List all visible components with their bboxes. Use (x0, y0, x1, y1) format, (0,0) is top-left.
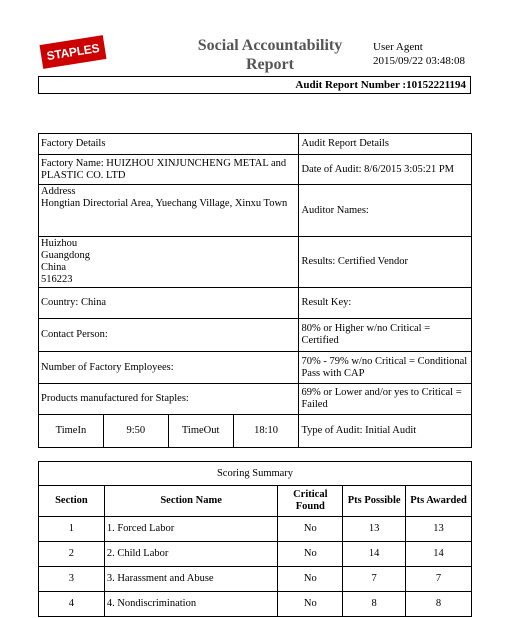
result-key: Result Key: (299, 288, 472, 319)
table-row (39, 462, 472, 486)
timestamp: 2015/09/22 03:48:08 (373, 55, 465, 67)
auditor-names: Auditor Names: (299, 185, 472, 237)
time-out-label: TimeOut (168, 415, 233, 448)
audit-report-details-heading: Audit Report Details (299, 134, 472, 155)
pts-possible: 14 (343, 542, 406, 567)
pts-awarded: 7 (406, 567, 472, 592)
table-row (39, 319, 472, 352)
table-row (39, 155, 472, 185)
logo-text: STAPLES (45, 40, 101, 64)
table-row (39, 567, 472, 592)
table-row (39, 592, 472, 617)
table-row (39, 185, 472, 237)
date-of-audit: Date of Audit: 8/6/2015 3:05:21 PM (299, 155, 472, 185)
country: Country: China (39, 288, 299, 319)
time-out-value: 18:10 (233, 415, 299, 448)
address-country: China (41, 262, 67, 273)
address-label: Address (41, 186, 76, 197)
details-table (38, 133, 472, 448)
audit-report-number: Audit Report Number :10152221194 (38, 76, 471, 94)
factory-details-heading: Factory Details (39, 134, 299, 155)
staples-logo (40, 35, 107, 69)
section-number: 3 (39, 567, 105, 592)
type-of-audit: Type of Audit: Initial Audit (299, 415, 472, 448)
address-city: Huizhou (41, 238, 78, 249)
table-row (39, 352, 472, 384)
pts-possible: 7 (343, 567, 406, 592)
factory-name: Factory Name: HUIZHOU XINJUNCHENG METAL and PLASTIC CO. LTD (39, 155, 299, 185)
table-row (39, 237, 472, 288)
address-cell (39, 185, 299, 237)
user-agent-block (373, 40, 465, 68)
address-postal-code: 516223 (41, 274, 73, 285)
key-failed: 69% or Lower and/or yes to Critical = Failed (299, 384, 472, 415)
time-in-label: TimeIn (39, 415, 104, 448)
scoring-summary-heading: Scoring Summary (39, 462, 472, 486)
products-manufactured: Products manufactured for Staples: (39, 384, 299, 415)
time-in-value: 9:50 (103, 415, 168, 448)
table-row (39, 542, 472, 567)
pts-awarded: 14 (406, 542, 472, 567)
section-name: 1. Forced Labor (104, 517, 278, 542)
scoring-summary-table (38, 461, 472, 617)
col-pts-possible: Pts Possible (343, 486, 406, 517)
section-number: 2 (39, 542, 105, 567)
section-name: 2. Child Labor (104, 542, 278, 567)
table-header-row (39, 486, 472, 517)
section-name: 3. Harassment and Abuse (104, 567, 278, 592)
results: Results: Certified Vendor (299, 237, 472, 288)
table-row (39, 134, 472, 155)
address-street: Hongtian Directorial Area, Yuechang Village, Xinxu Town (41, 198, 288, 209)
pts-possible: 13 (343, 517, 406, 542)
critical-found: No (278, 592, 343, 617)
table-row (39, 384, 472, 415)
col-section-name: Section Name (104, 486, 278, 517)
address-province: Guangdong (41, 250, 90, 261)
section-number: 4 (39, 592, 105, 617)
pts-awarded: 8 (406, 592, 472, 617)
col-section: Section (39, 486, 105, 517)
critical-found: No (278, 542, 343, 567)
pts-possible: 8 (343, 592, 406, 617)
user-agent-label: User Agent (373, 41, 423, 53)
contact-person: Contact Person: (39, 319, 299, 352)
report-title: Social Accountability Report (197, 37, 343, 73)
col-pts-awarded: Pts Awarded (406, 486, 472, 517)
col-critical-found: Critical Found (278, 486, 343, 517)
critical-found: No (278, 567, 343, 592)
section-name: 4. Nondiscrimination (104, 592, 278, 617)
factory-employees: Number of Factory Employees: (39, 352, 299, 384)
table-row (39, 415, 472, 448)
key-conditional: 70% - 79% w/no Critical = Conditional Pass with CAP (299, 352, 472, 384)
table-row (39, 288, 472, 319)
critical-found: No (278, 517, 343, 542)
table-row (39, 517, 472, 542)
pts-awarded: 13 (406, 517, 472, 542)
address-locality-cell (39, 237, 299, 288)
key-certified: 80% or Higher w/no Critical = Certified (299, 319, 472, 352)
section-number: 1 (39, 517, 105, 542)
